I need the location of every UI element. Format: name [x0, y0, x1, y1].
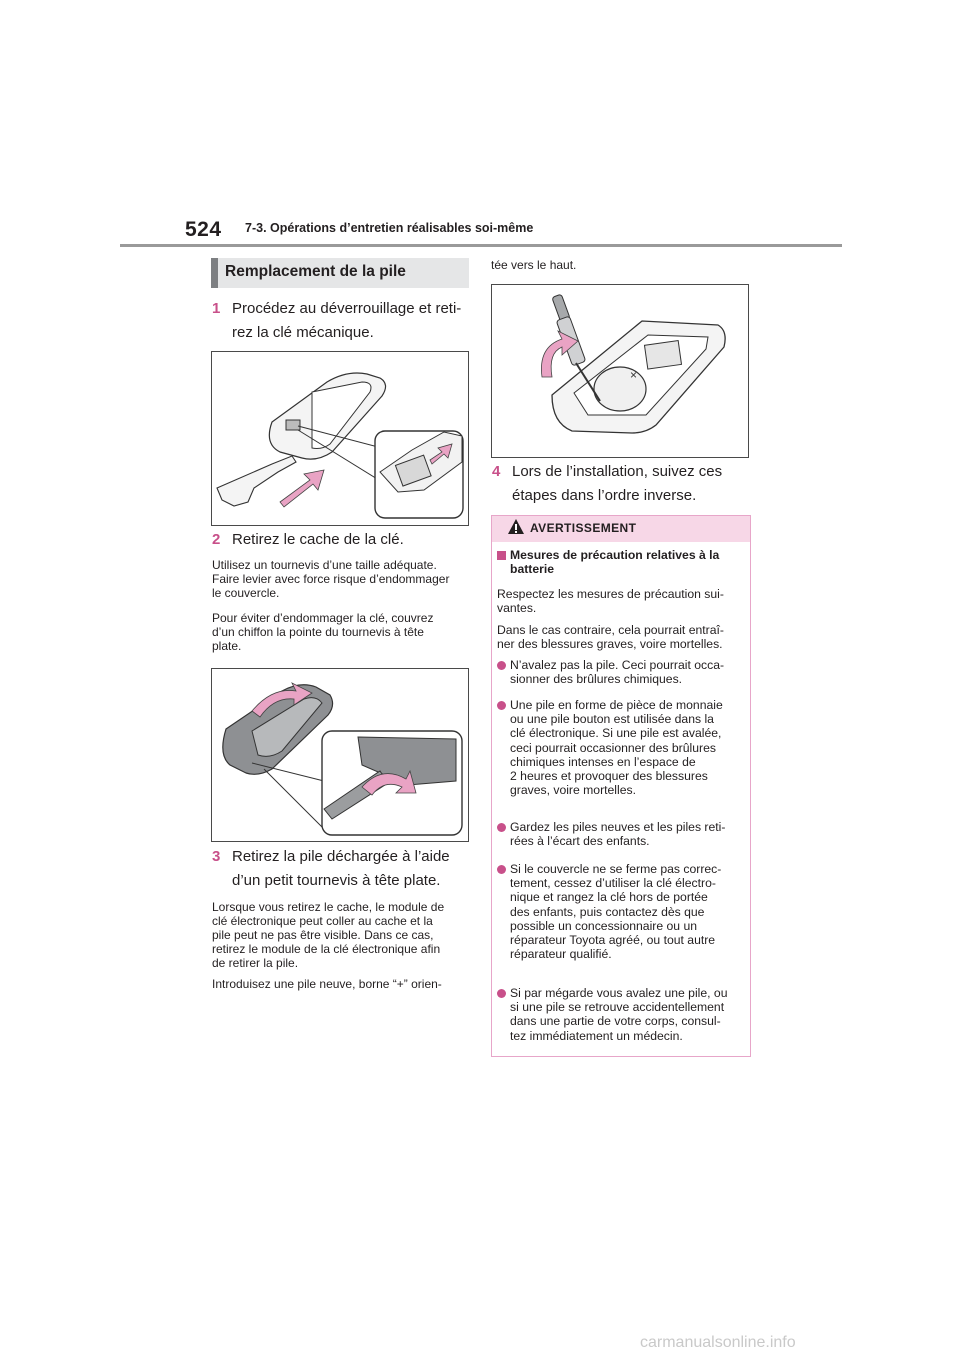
warning-bullet-1	[510, 658, 748, 686]
note-line: d’un chiffon la pointe du tournevis à tête	[212, 625, 424, 639]
step-text: Retirez la pile déchargée à l’aide	[232, 848, 450, 865]
figure-remove-battery	[491, 284, 749, 458]
bullet-icon	[497, 701, 506, 710]
note-line: Faire levier avec force risque d’endommager	[212, 572, 450, 586]
bullet-line: rées à l’écart des enfants.	[510, 834, 650, 849]
note-line: retirez le module de la clé électronique afin	[212, 942, 441, 956]
bullet-icon	[497, 865, 506, 874]
step-number: 1	[212, 300, 221, 317]
bullet-line: chimiques intenses en l’espace de	[510, 754, 696, 769]
paragraph-line: Respectez les mesures de précaution sui-	[497, 587, 724, 601]
step-3-note-2-continued: tée vers le haut.	[491, 258, 577, 272]
note-line: Introduisez une pile neuve, borne “+” orien-	[212, 977, 442, 991]
key-removal-illustration	[212, 352, 468, 525]
warning-title: AVERTISSEMENT	[530, 521, 637, 535]
step-number: 2	[212, 531, 221, 548]
bullet-line: réparateur Toyota agréé, ou tout autre	[510, 933, 716, 948]
step-2-note-2	[212, 611, 472, 653]
step-text: Procédez au déverrouillage et reti-	[232, 300, 462, 317]
bullet-line: ceci pourrait occasionner des brûlures	[510, 740, 716, 755]
section-path: 7-3. Opérations d’entretien réalisables soi-même	[245, 221, 534, 235]
note-line: le couvercle.	[212, 586, 280, 600]
section-title-box	[211, 258, 469, 288]
bullet-line: si une pile se retrouve accidentellement	[510, 1000, 725, 1015]
warning-paragraph-2	[497, 623, 747, 651]
step-text: Lors de l’installation, suivez ces	[512, 463, 723, 480]
paragraph-line: ner des blessures graves, voire mortelles.	[497, 637, 723, 652]
note-line: Pour éviter d’endommager la clé, couvrez	[212, 611, 434, 625]
step-text: étapes dans l’ordre inverse.	[512, 487, 697, 504]
square-bullet-icon	[497, 551, 506, 560]
bullet-line: des enfants, puis contactez dès que	[510, 904, 705, 919]
bullet-line: 2 heures et provoquer des blessures	[510, 769, 708, 784]
step-3-note-2	[212, 977, 474, 991]
warning-icon	[507, 518, 525, 536]
note-line: pile peut ne pas être visible. Dans ce cas,	[212, 928, 434, 942]
step-2-note-1	[212, 558, 472, 600]
warning-subtitle	[510, 548, 746, 576]
note-line: Lorsque vous retirez le cache, le module de	[212, 900, 445, 914]
bullet-line: Une pile en forme de pièce de monnaie	[510, 698, 723, 712]
step-number: 3	[212, 848, 221, 865]
step-text: Retirez le cache de la clé.	[232, 531, 404, 548]
subtitle-line: batterie	[510, 562, 555, 577]
step-3-note-1	[212, 900, 474, 970]
warning-bullet-5	[510, 986, 748, 1043]
bullet-line: clé électronique. Si une pile est avalée,	[510, 726, 722, 741]
bullet-line: graves, voire mortelles.	[510, 783, 636, 798]
svg-text:×: ×	[630, 368, 638, 382]
warning-bullet-4	[510, 862, 748, 961]
note-line: plate.	[212, 639, 242, 653]
bullet-line: possible un concessionnaire ou un	[510, 918, 698, 933]
bullet-line: tez immédiatement un médecin.	[510, 1028, 683, 1043]
section-title-bar	[211, 258, 218, 288]
note-line: Utilisez un tournevis d’une taille adéquate.	[212, 558, 437, 572]
paragraph-line: Dans le cas contraire, cela pourrait entraî-	[497, 623, 724, 637]
page-number: 524	[185, 218, 222, 241]
figure-remove-cover	[211, 668, 469, 842]
note-line: clé électronique peut coller au cache et la	[212, 914, 433, 928]
bullet-icon	[497, 661, 506, 670]
step-3	[212, 845, 472, 895]
warning-paragraph-1	[497, 587, 747, 615]
step-text: d’un petit tournevis à tête plate.	[232, 872, 441, 889]
battery-removal-illustration	[492, 285, 748, 457]
warning-bullet-3	[510, 820, 748, 848]
bullet-line: Si par mégarde vous avalez une pile, ou	[510, 986, 728, 1000]
step-number: 4	[492, 463, 501, 480]
bullet-line: nique et rangez la clé hors de portée	[510, 890, 708, 905]
figure-remove-mechanical-key	[211, 351, 469, 526]
paragraph-line: vantes.	[497, 601, 537, 616]
step-1	[212, 297, 472, 347]
step-4	[492, 460, 752, 510]
section-title: Remplacement de la pile	[225, 263, 406, 280]
subtitle-line: Mesures de précaution relatives à la	[510, 548, 720, 562]
bullet-icon	[497, 989, 506, 998]
step-2	[212, 528, 472, 552]
note-line: de retirer la pile.	[212, 956, 299, 970]
step-text: rez la clé mécanique.	[232, 324, 374, 341]
bullet-line: tement, cessez d’utiliser la clé électro-	[510, 876, 716, 891]
header-rule	[120, 244, 842, 247]
warning-bullet-2	[510, 698, 748, 797]
bullet-line: Si le couvercle ne se ferme pas correc-	[510, 862, 722, 876]
bullet-line: N’avalez pas la pile. Ceci pourrait occa-	[510, 658, 725, 672]
bullet-line: dans une partie de votre corps, consul-	[510, 1014, 721, 1029]
bullet-icon	[497, 823, 506, 832]
watermark: carmanualsonline.info	[640, 1334, 796, 1351]
bullet-line: réparateur qualifié.	[510, 947, 612, 962]
bullet-line: sionner des brûlures chimiques.	[510, 672, 683, 687]
cover-removal-illustration	[212, 669, 468, 841]
bullet-line: ou une pile bouton est utilisée dans la	[510, 712, 714, 727]
bullet-line: Gardez les piles neuves et les piles reti-	[510, 820, 726, 834]
